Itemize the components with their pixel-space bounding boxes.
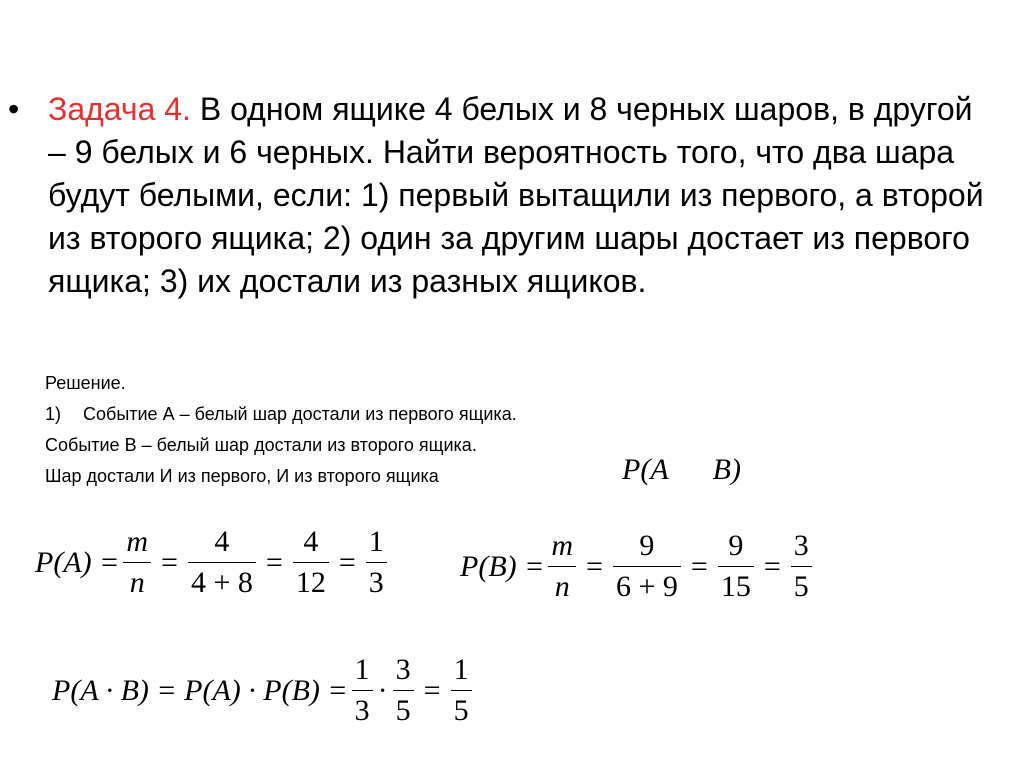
pb-frac-1: $\frac{m}{n}$ [548, 526, 576, 607]
formula-product: P(A · B) = P(A) · P(B) = $\frac{1}{3}$ · $\frac{3}{5}$ = $\frac{1}{5}$ [52, 650, 476, 731]
pb-frac-2: $\frac{9}{6 + 9}$ [613, 526, 681, 607]
task-text [48, 88, 988, 303]
prod-frac-1: $\frac{1}{3}$ [352, 650, 373, 731]
prod-frac-2: $\frac{3}{5}$ [393, 650, 414, 731]
task-body: В одном ящике 4 белых и 8 черных шаров, в другой – 9 белых и 6 черных. Найти вероятность того, что два шара будут белыми, если: 1) первый вытащили из первого, а второй из второго ящика; 2) один за другим шары достает из первого ящика; 3) их достали из разных ящиков. [48, 91, 984, 299]
pb-lhs: P(B) = [460, 549, 545, 583]
formula-pa: P(A) = $\frac{m}{n}$ = $\frac{4}{4 + 8}$ = $\frac{4}{12}$ = $\frac{1}{3}$ [35, 522, 391, 603]
pa-frac-4: $\frac{1}{3}$ [366, 522, 387, 603]
prod-lhs: P(A · B) = P(A) · P(B) = [52, 673, 348, 707]
solution-line-2: Событие В – белый шар достали из второго ящика. [45, 435, 477, 455]
pb-frac-4: $\frac{3}{5}$ [791, 526, 812, 607]
formula-pb: P(B) = $\frac{m}{n}$ = $\frac{9}{6 + 9}$ = $\frac{9}{15}$ = $\frac{3}{5}$ [460, 526, 816, 607]
formula-p-a-b-prefix: P(A [622, 453, 669, 486]
task-statement [6, 88, 996, 303]
formula-p-a-b-suffix: B) [712, 453, 741, 486]
pa-lhs: P(A) = [35, 545, 120, 579]
pb-frac-3: $\frac{9}{15}$ [718, 526, 754, 607]
solution-heading: Решение. [45, 373, 126, 393]
solution-item-1 [45, 399, 745, 430]
item-number: 1) [45, 404, 62, 424]
pa-frac-3: $\frac{4}{12}$ [293, 522, 329, 603]
pa-frac-1: $\frac{m}{n}$ [123, 522, 151, 603]
solution-line-3: Шар достали И из первого, И из второго ящика [45, 466, 439, 486]
item-text: Событие А – белый шар достали из первого ящика. [83, 404, 517, 424]
prod-frac-3: $\frac{1}{5}$ [451, 650, 472, 731]
task-label: Задача 4. [48, 91, 191, 127]
pa-frac-2: $\frac{4}{4 + 8}$ [188, 522, 256, 603]
formula-p-a-b [622, 453, 741, 487]
bullet-icon: • [8, 91, 20, 127]
